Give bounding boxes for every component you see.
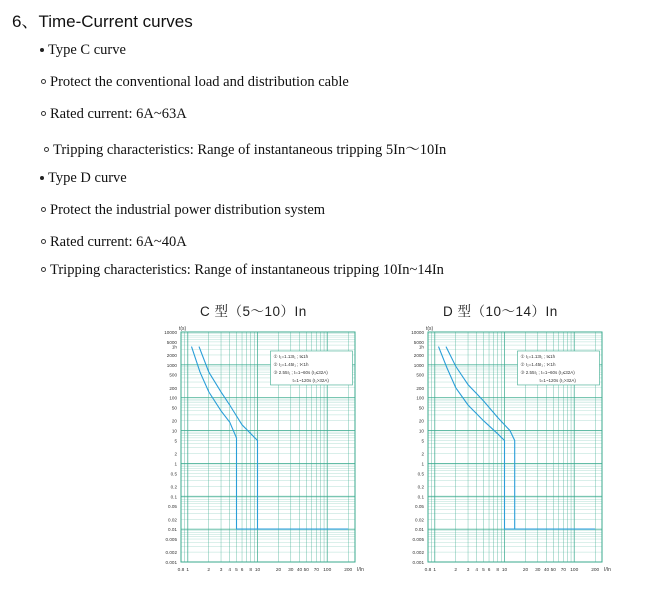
y-tick-label: 200 [416, 385, 424, 391]
y-tick-label: 0.1 [170, 494, 177, 500]
x-tick-label: 3 [466, 568, 470, 573]
y-tick-label: 0.005 [165, 537, 177, 543]
x-tick-label: 10 [254, 568, 261, 573]
y-tick-label: 0.001 [165, 560, 177, 565]
x-tick-label: 50 [550, 568, 556, 573]
x-tick-label: 70 [560, 568, 567, 573]
bullet-text: Tripping characteristics: Range of instantaneous tripping 10In~14In [50, 262, 444, 278]
bullet-text: Rated current: 6A~40A [50, 234, 187, 250]
section-heading: 6、Time-Current curves [12, 12, 193, 31]
y-tick-label: 2000 [166, 352, 177, 358]
x-tick-label: 70 [313, 568, 320, 573]
y-tick-label: 0.002 [412, 550, 424, 556]
y-tick-label: 100 [169, 395, 177, 401]
y-tick-label: 0.2 [170, 484, 177, 490]
bullet-item [44, 138, 446, 159]
y-tick-label: 50 [171, 405, 177, 411]
x-axis-label: I/In [357, 567, 364, 573]
bullet-dot-icon [41, 111, 46, 116]
x-tick-label: 2 [207, 568, 211, 573]
y-tick-label: 0.02 [415, 517, 424, 523]
x-tick-label: 40 [543, 568, 550, 573]
x-tick-label: 200 [344, 568, 353, 573]
bullet-item [41, 234, 187, 251]
bullet-text: Tripping characteristics: Range of instantaneous tripping 5In～10In [53, 142, 447, 158]
time-current-chart-c [145, 322, 375, 580]
bullet-item [40, 42, 126, 59]
y-tick-label: 5 [174, 438, 177, 444]
y-tick-label: 0.05 [168, 504, 177, 510]
y-tick-label: 10 [171, 428, 177, 434]
y-tick-label: 0.1 [417, 494, 424, 500]
bullet-item [40, 170, 127, 187]
y-tick-label: 500 [169, 372, 177, 378]
legend-entry: ② I₂=1.45I₁ ; t<1h [520, 361, 556, 367]
y-tick-label: 5000 [166, 339, 177, 345]
x-tick-label: 1 [186, 568, 190, 573]
bullet-dot-icon [41, 267, 46, 272]
time-current-chart-d [392, 322, 622, 580]
y-tick-label: 500 [416, 372, 424, 378]
x-tick-label: 30 [288, 568, 294, 573]
x-tick-label: 100 [570, 568, 579, 573]
bullet-dot-icon [40, 48, 44, 52]
bullet-text: Type C curve [48, 42, 126, 58]
x-tick-label: 8 [249, 568, 253, 573]
x-tick-label: 4 [475, 568, 479, 573]
y-tick-label: 100 [416, 395, 424, 401]
y-tick-label: 200 [169, 385, 177, 391]
x-tick-label: 5 [235, 568, 238, 573]
bullet-item [41, 262, 444, 279]
x-tick-label: 0.8 [177, 568, 185, 573]
y-tick-label: 20 [171, 418, 177, 424]
bullet-dot-icon [44, 147, 49, 152]
legend-entry: t=1~120s (I₁>32A) [292, 377, 329, 383]
bullet-dot-icon [40, 176, 44, 180]
y-tick-label: 1000 [413, 362, 424, 368]
y-tick-label: 0.2 [417, 484, 424, 490]
y-tick-label: 2 [174, 451, 177, 457]
y-tick-label: 5000 [413, 339, 424, 345]
y-tick-label: 0.002 [165, 550, 177, 556]
y-tick-label: 10000 [411, 330, 424, 335]
y-tick-label: 0.5 [417, 471, 424, 477]
y-tick-label: 0.05 [415, 504, 424, 510]
y-tick-label: 2 [421, 451, 424, 457]
bullet-text: Type D curve [48, 170, 127, 186]
bullet-text: Rated current: 6A~63A [50, 106, 187, 122]
x-tick-label: 2 [454, 568, 458, 573]
bullet-dot-icon [41, 79, 46, 84]
y-tick-label: 0.001 [412, 560, 424, 565]
x-tick-label: 5 [482, 568, 485, 573]
bullet-text: Protect the conventional load and distribution cable [50, 74, 349, 90]
x-tick-label: 200 [591, 568, 600, 573]
bullet-dot-icon [41, 207, 46, 212]
x-tick-label: 3 [219, 568, 223, 573]
x-tick-label: 100 [323, 568, 332, 573]
y-tick-label: 1000 [166, 362, 177, 368]
x-tick-label: 30 [535, 568, 541, 573]
y-tick-label: 1 [174, 461, 177, 467]
y-tick-label: 1 [421, 461, 424, 467]
y-tick-label: 10 [418, 428, 424, 434]
x-tick-label: 1 [433, 568, 437, 573]
bullet-item [41, 74, 349, 91]
bullet-text: Protect the industrial power distribution system [50, 202, 326, 218]
bullet-item [41, 202, 325, 219]
y-tick-label: 5 [421, 438, 424, 444]
y-tick-label: 20 [418, 418, 424, 424]
y-axis-label: t(s) [426, 326, 434, 332]
x-tick-label: 20 [275, 568, 282, 573]
y-tick-label: 50 [418, 405, 424, 411]
y-axis-label: t(s) [179, 326, 187, 332]
x-tick-label: 20 [522, 568, 529, 573]
x-tick-label: 6 [487, 568, 491, 573]
chart-title-d: D 型（10～14）In [443, 304, 558, 319]
y-tick-label: 0.01 [168, 527, 177, 533]
x-tick-label: 8 [496, 568, 500, 573]
bullet-dot-icon [41, 239, 46, 244]
y-tick-label: 1h [418, 344, 424, 350]
x-tick-label: 50 [303, 568, 309, 573]
legend-entry: ① I₁=1.13I₁ ; t≤1h [273, 353, 309, 359]
x-tick-label: 0.8 [424, 568, 432, 573]
y-tick-label: 0.005 [412, 537, 424, 543]
y-tick-label: 10000 [164, 330, 177, 335]
x-tick-label: 6 [240, 568, 244, 573]
y-tick-label: 0.5 [170, 471, 177, 477]
legend-entry: ③ 2.55I₁ ; t=1~60s (I₁≤32A) [520, 369, 575, 375]
y-tick-label: 1h [171, 344, 177, 350]
bullet-item [41, 106, 187, 123]
y-tick-label: 0.01 [415, 527, 424, 533]
legend-entry: ③ 2.55I₁ ; t=1~60s (I₁≤32A) [273, 369, 328, 375]
x-tick-label: 4 [228, 568, 232, 573]
x-axis-label: I/In [604, 567, 611, 573]
legend-entry: ① I₁=1.13I₁ ; t≤1h [520, 353, 556, 359]
x-tick-label: 10 [501, 568, 508, 573]
y-tick-label: 0.02 [168, 517, 177, 523]
chart-title-c: C 型（5～10）In [200, 304, 307, 319]
y-tick-label: 2000 [413, 352, 424, 358]
legend-entry: t=1~120s (I₁>32A) [539, 377, 576, 383]
legend-entry: ② I₂=1.45I₁ ; t<1h [273, 361, 309, 367]
x-tick-label: 40 [296, 568, 303, 573]
